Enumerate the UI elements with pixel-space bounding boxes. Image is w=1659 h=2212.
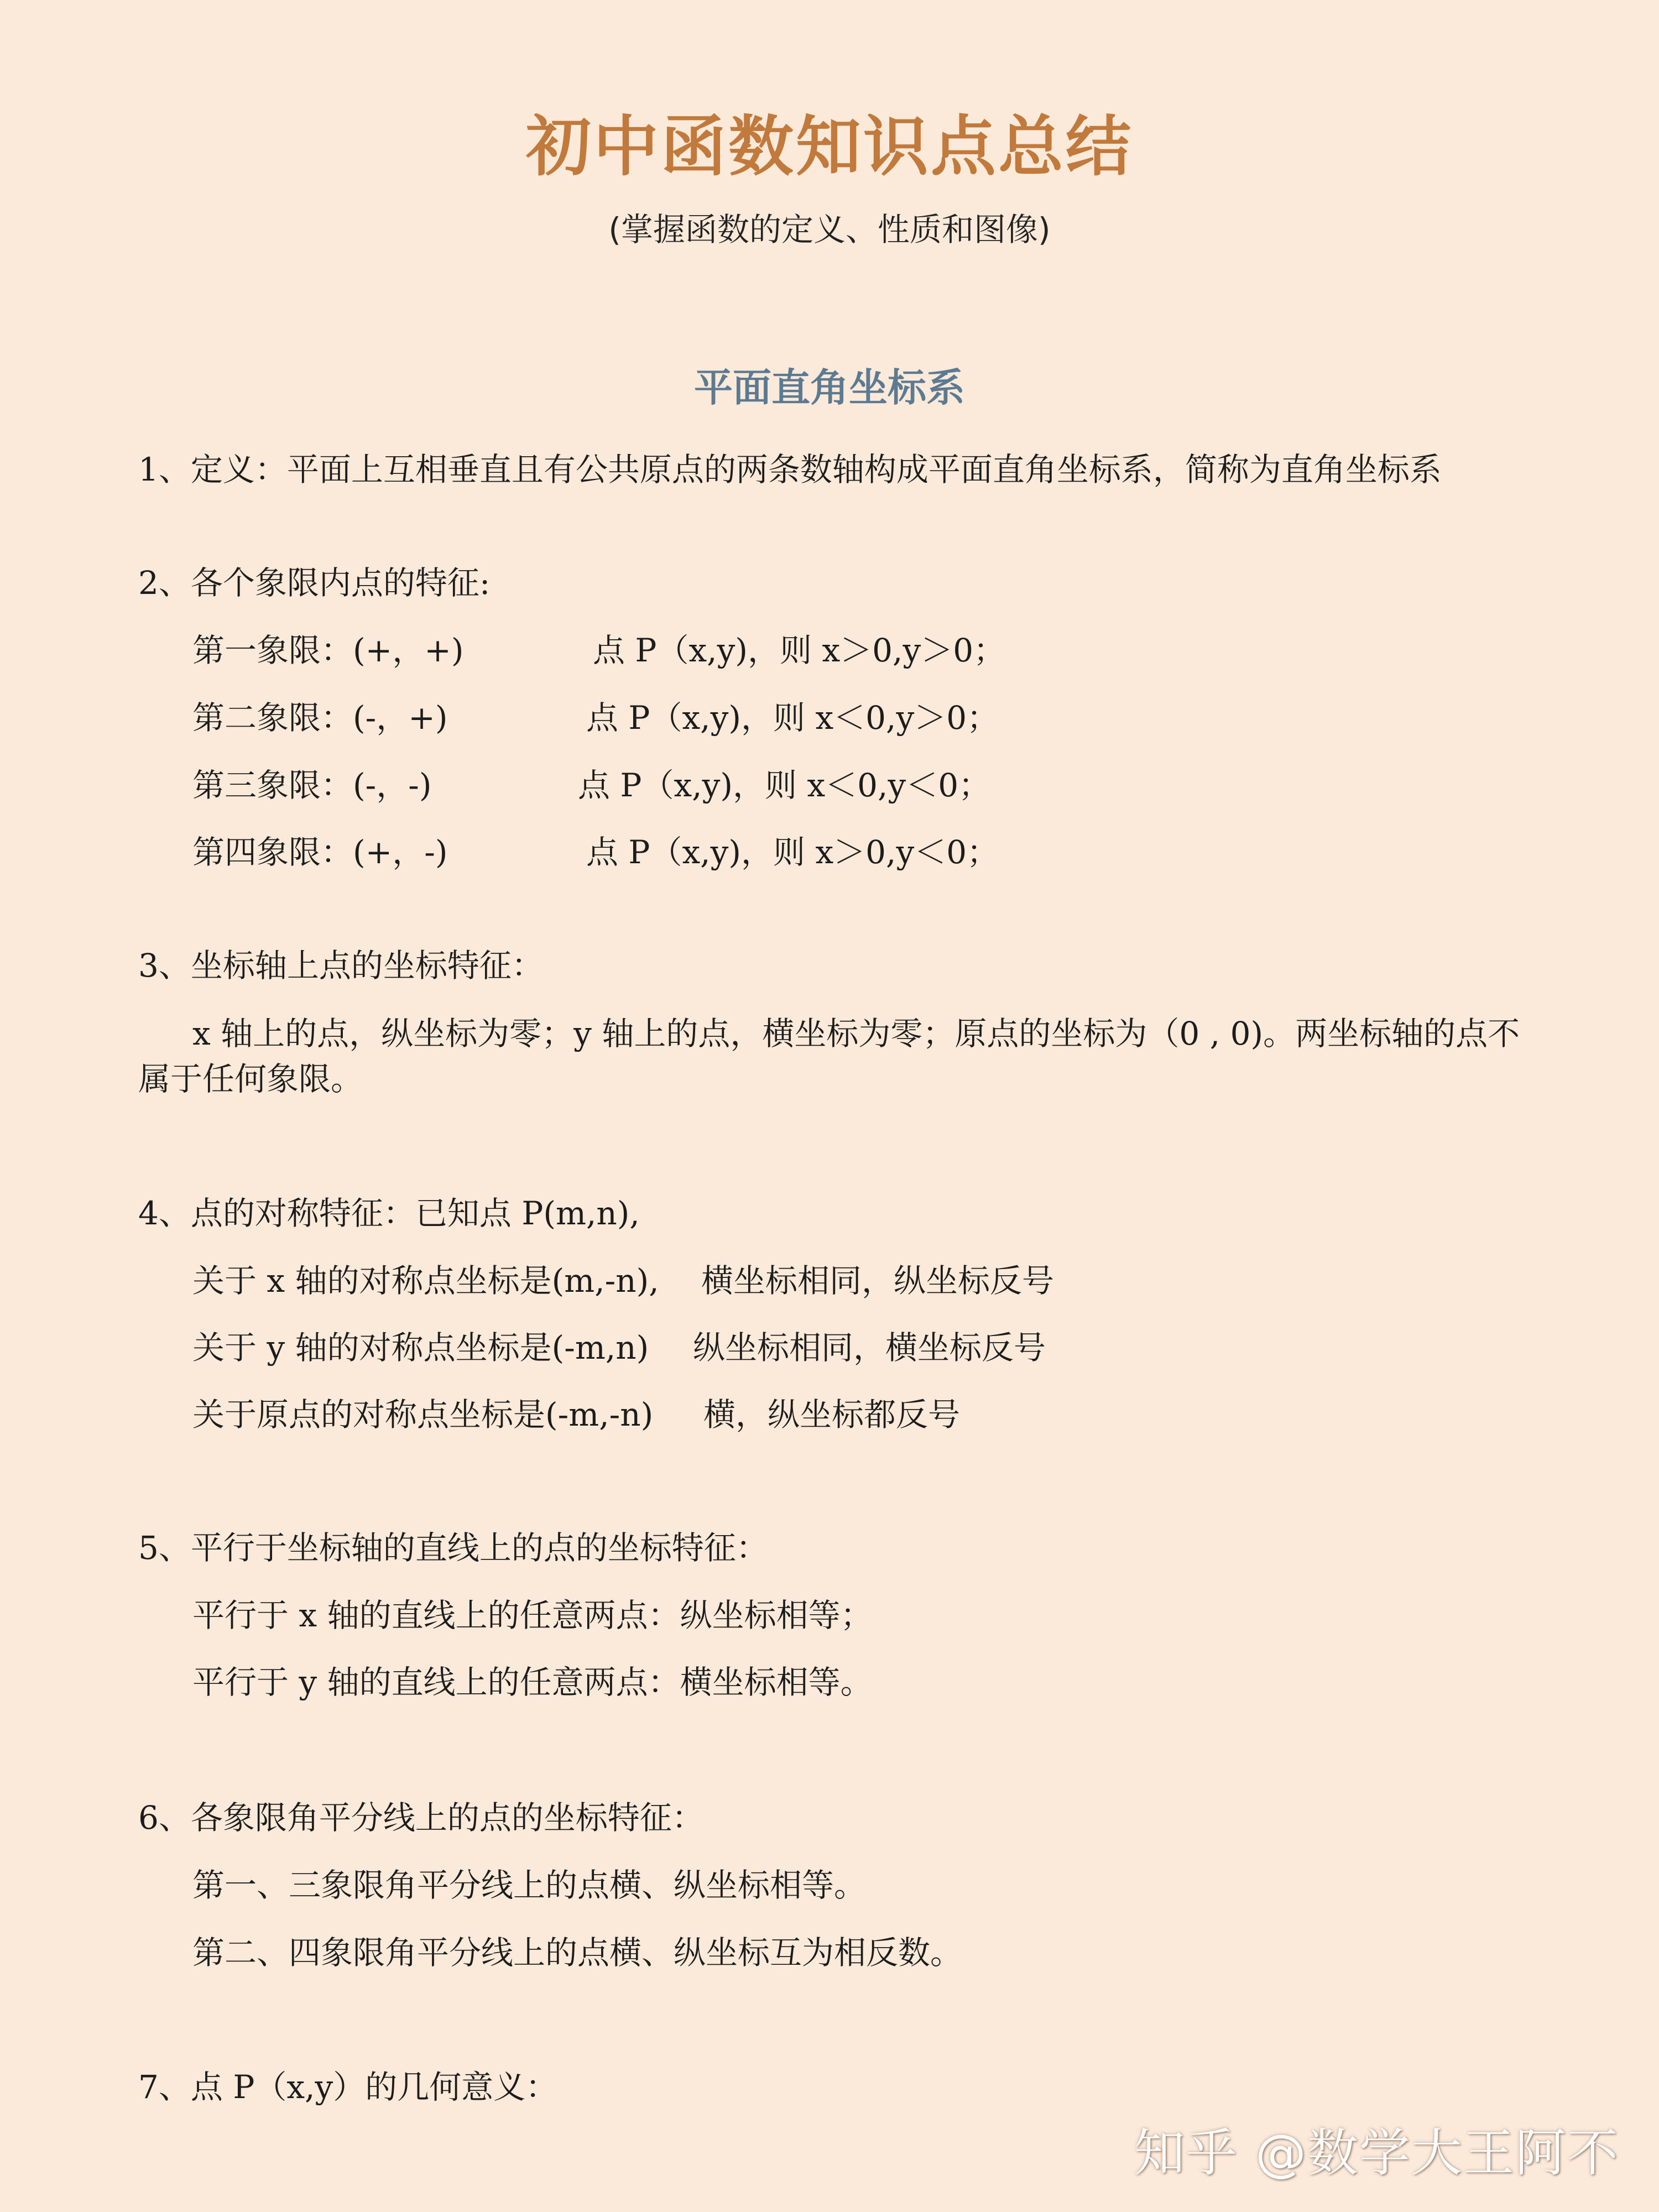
parallel-x-axis-line: 平行于 x 轴的直线上的任意两点：纵坐标相等； <box>192 1597 873 1634</box>
symmetry-x-axis-note: 横坐标相同，纵坐标反号 <box>701 1262 1055 1300</box>
quadrant-3-label: 第三象限：(-，-) <box>192 766 432 804</box>
quadrant-2-condition: 点 P（x,y)，则 x＜0,y＞0； <box>586 699 999 737</box>
item-1-definition: 1、定义：平面上互相垂直且有公共原点的两条数轴构成平面直角坐标系，简称为直角坐标系 <box>138 451 1442 488</box>
quadrant-4-label: 第四象限：(+，-) <box>192 833 448 871</box>
item-4-heading: 4、点的对称特征：已知点 P(m,n), <box>138 1194 640 1232</box>
bisector-quadrants-1-3: 第一、三象限角平分线上的点横、纵坐标相等。 <box>192 1866 867 1904</box>
item-3-body: x 轴上的点，纵坐标为零；y 轴上的点，横坐标为零；原点的坐标为（0 , 0)。两坐标轴的点不属于任何象限。 <box>138 1015 1520 1098</box>
parallel-y-axis-line: 平行于 y 轴的直线上的任意两点：横坐标相等。 <box>192 1663 873 1701</box>
page-title: 初中函数知识点总结 <box>525 108 1133 185</box>
item-5-heading: 5、平行于坐标轴的直线上的点的坐标特征： <box>138 1529 768 1567</box>
item-7-heading: 7、点 P（x,y）的几何意义： <box>138 2068 558 2106</box>
quadrant-1-condition: 点 P（x,y)，则 x＞0,y＞0； <box>593 632 1006 669</box>
quadrant-3-condition: 点 P（x,y)，则 x＜0,y＜0； <box>578 766 991 804</box>
item-2-heading: 2、各个象限内点的特征: <box>138 564 491 602</box>
symmetry-origin-note: 横，纵坐标都反号 <box>703 1396 961 1433</box>
page-subtitle: (掌握函数的定义、性质和图像) <box>608 211 1051 248</box>
section-title: 平面直角坐标系 <box>694 365 965 410</box>
symmetry-x-axis: 关于 x 轴的对称点坐标是(m,-n), <box>192 1262 659 1300</box>
quadrant-1-label: 第一象限：(+，+) <box>192 632 464 669</box>
item-6-heading: 6、各象限角平分线上的点的坐标特征： <box>138 1799 704 1837</box>
item-3-heading: 3、坐标轴上点的坐标特征： <box>138 947 544 984</box>
bisector-quadrants-2-4: 第二、四象限角平分线上的点横、纵坐标互为相反数。 <box>192 1934 963 1971</box>
zhihu-watermark: 知乎 @数学大王阿不 <box>1134 2124 1619 2183</box>
symmetry-y-axis-note: 纵坐标相同，横坐标反号 <box>693 1329 1046 1366</box>
quadrant-4-condition: 点 P（x,y)，则 x＞0,y＜0； <box>586 833 999 871</box>
symmetry-y-axis: 关于 y 轴的对称点坐标是(-m,n) <box>192 1329 649 1366</box>
symmetry-origin: 关于原点的对称点坐标是(-m,-n) <box>192 1396 654 1433</box>
quadrant-2-label: 第二象限：(-，+) <box>192 699 448 737</box>
